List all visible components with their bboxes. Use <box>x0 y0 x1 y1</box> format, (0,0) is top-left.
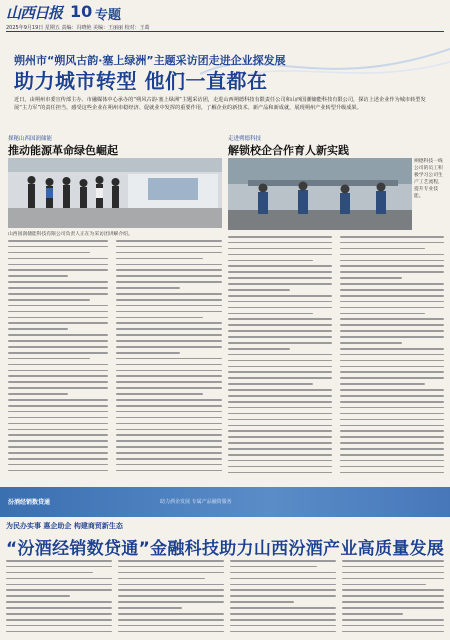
right-story-subhead: 解锁校企合作育人新实践 <box>228 144 349 157</box>
right-text-column-1 <box>228 236 332 482</box>
right-story-tag: 走进朔德科技 <box>228 136 262 142</box>
bottom-text-column-3 <box>230 560 336 636</box>
feature-lead: 近日，由朔州市委宣传部主办、市融媒体中心承办的“朔风古韵·塞上绿洲”主题采访团，走进山西朔德科技有限责任公司和山西国潮储能科技有限公司，探访上述企业作为城市转型发展“主力军”的责任担当，感受这些企业在朔州市稳经济、促就业中发挥的重要作用，了解企业的新技术、新产品和新成就，展现朔州产业转型升级成果。 <box>14 97 426 111</box>
left-text-column-2 <box>116 240 222 482</box>
right-story-photo <box>228 158 412 230</box>
right-text-column-2 <box>340 236 444 482</box>
dateline: 2025年9月19日 星期五 责编：冯晓艳 美编：王丽丽 校对：王葛 <box>6 25 150 31</box>
masthead-rule <box>6 31 444 32</box>
section-title: 专题 <box>95 8 122 23</box>
bottom-story-tag: 为民办实事 惠企助企 构建商贸新生态 <box>6 522 123 530</box>
newspaper-logo: 山西日报 <box>6 4 63 22</box>
left-story-photo <box>8 158 222 228</box>
promo-banner-title: 汾酒经销数贷通 <box>8 499 51 506</box>
page-number: 10 <box>70 2 93 21</box>
left-story-subhead: 推动能源革命绿色崛起 <box>8 144 118 157</box>
bottom-text-column-4 <box>342 560 444 636</box>
feature-kicker: 朔州市“朔风古韵·塞上绿洲”主题采访团走进企业探发展 <box>14 54 286 67</box>
masthead <box>0 0 450 24</box>
bottom-text-column-2 <box>118 560 224 636</box>
right-story-caption: 朔德科技一线公司的员工积极学习公司生产工艺流程，提升专业技能。 <box>414 159 443 199</box>
left-story-tag: 探秘山西国润储能 <box>8 136 53 142</box>
left-text-column-1 <box>8 240 108 482</box>
bottom-text-column-1 <box>6 560 112 636</box>
left-story-caption: 山西国润储能科技有限公司负责人正在为采访团讲解介绍。 <box>8 232 133 237</box>
bottom-story-headline: “汾酒经销数贷通”金融科技助力山西汾酒产业高质量发展 <box>6 539 445 559</box>
feature-headline: 助力城市转型 他们一直都在 <box>14 69 268 93</box>
promo-banner-sub: 助力酒企发展 专属产品融资服务 <box>160 499 232 505</box>
